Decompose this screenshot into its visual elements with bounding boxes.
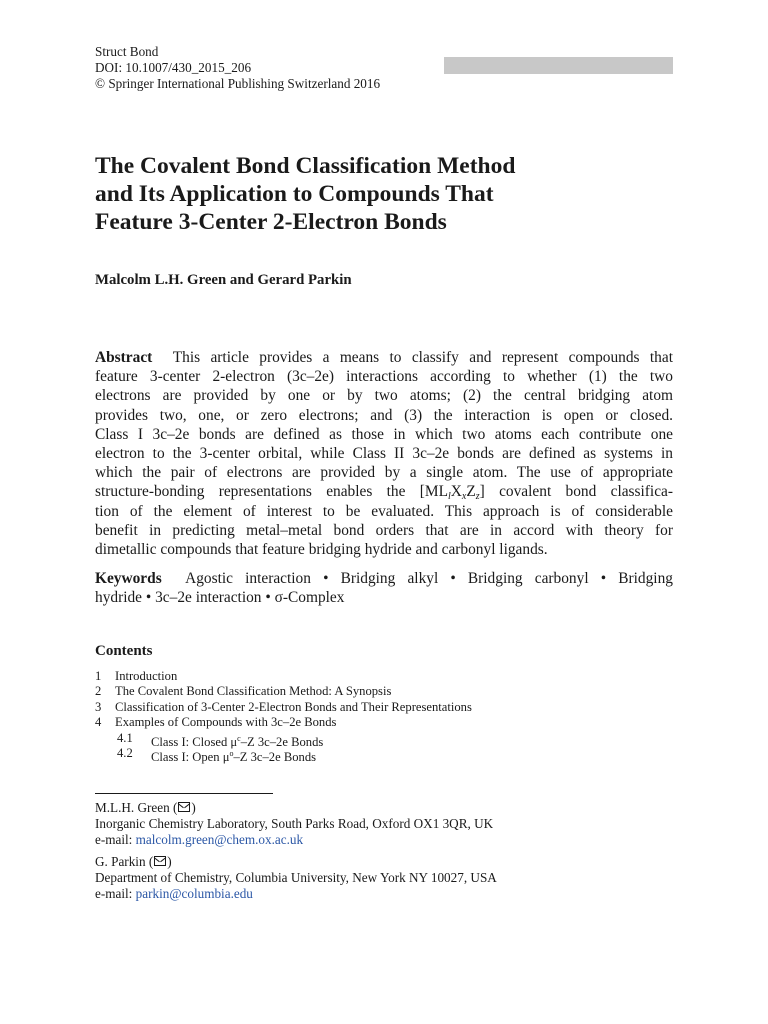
abstract-line: provides two, one, or zero electrons; and (3) the interaction is open or closed. [95, 406, 673, 424]
header-grey-bar [444, 57, 673, 74]
paper-title [95, 152, 685, 236]
contents-heading: Contents [95, 643, 153, 659]
envelope-icon [178, 802, 190, 812]
journal-header [95, 44, 380, 92]
abstract [95, 348, 673, 559]
abstract-line: tion of the element of interest to be evaluated. This approach is of considerable [95, 502, 673, 520]
title-line-3: Feature 3-Center 2-Electron Bonds [95, 209, 447, 235]
doi[interactable]: DOI: 10.1007/430_2015_206 [95, 60, 252, 75]
copyright: © Springer International Publishing Switzerland 2016 [95, 76, 381, 91]
abstract-line: dimetallic compounds that feature bridging hydride and carbonyl ligands. [95, 540, 548, 558]
email-link[interactable]: parkin@columbia.edu [135, 886, 253, 901]
title-line-2: and Its Application to Compounds That [95, 181, 494, 207]
author-address: Inorganic Chemistry Laboratory, South Parks Road, Oxford OX1 3QR, UK [95, 816, 494, 831]
author-address: Department of Chemistry, Columbia University, New York NY 10027, USA [95, 870, 497, 885]
email-link[interactable]: malcolm.green@chem.ox.ac.uk [135, 832, 304, 847]
keywords-label: Keywords [95, 570, 162, 587]
abstract-line: Class I 3c–2e bonds are defined as those in which two atoms each contribute one [95, 425, 673, 443]
abstract-line: structure-bonding representations enables the $[ML_lX_xZ_z]$ covalent bond classifica- [95, 483, 673, 503]
authors: Malcolm L.H. Green and Gerard Parkin [95, 272, 352, 288]
keywords [95, 569, 673, 607]
keywords-line: Keywords Agostic interaction • Bridging alkyl • Bridging carbonyl • Bridging [95, 570, 673, 587]
keywords-line: hydride • 3c–2e interaction • σ-Complex [95, 589, 345, 607]
journal-name: Struct Bond [95, 44, 159, 59]
title-line-1: The Covalent Bond Classification Method [95, 153, 516, 179]
author-name: M.L.H. Green ( ) [95, 800, 196, 815]
abstract-label: Abstract [95, 349, 153, 366]
paper-page: Struct Bond DOI: 10.1007/430_2015_206 © Springer International Publishing Switzerland 2016 The Covalent Bond Classification Method and Its Application to Compounds That Feature 3-Center 2-Electron Bonds Malcolm L.H. Green and Gerard Parkin Abstract This article provides a means to classify and represent compounds that feature 3-center 2-electron (3c–2e) interactions according to whether (1) the two electrons are provided by one or by two atoms; (2) the central bridging atom provides two, one, or zero electrons; and (3) the interaction is open or closed. Class I 3c–2e bonds are defined as those in which two atoms each contribute one electron to the 3-center orbital, while Class II 3c–2e bonds are defined as systems in which the pair of electrons are provided by a single atom. The use of appropriate structure-bonding representations enables the $[ML_lX_xZ_z]$ covalent bond classifica- tion of the element of interest to be evaluated. This approach is of considerable benefit in predicting metal–metal bond orders that are in accord with theory for dimetallic compounds that feature bridging hydride and carbonyl ligands. Keywords Agostic interaction • Bridging alkyl • Bridging carbonyl • Bridging hydride • 3c–2e interaction • σ-Complex Contents 1 Introduction 2 The Covalent Bond Classification Method: A Synopsis 3 Classification of 3-Center 2-Electron Bonds and Their Representations 4 Examples of Compounds with 3c–2e Bonds 4.1 Class I: Closed $\mu^c-Z$ 3c–2e Bonds 4.2 Class I: Open $\mu^o-Z$ 3c–2e Bonds M.L.H. Green ( ) Inorganic Chemistry Laboratory, South Parks Road, Oxford OX1 3QR, UK e-mail: malcolm.green@chem.ox.ac.uk G. Parkin ( ) Department of Chemistry, Columbia University, New York NY 10027, USA e-mail: parkin@columbia.edu [0, 0, 768, 1024]
abstract-line: which the pair of electrons are provided by a single atom. The use of appropriate [95, 464, 673, 482]
affiliation-parkin [95, 854, 497, 902]
author-email-row: e-mail: parkin@columbia.edu [95, 886, 253, 901]
footnote-rule [95, 793, 273, 794]
abstract-line: Abstract This article provides a means to classify and represent compounds that [95, 349, 673, 366]
author-name: G. Parkin ( ) [95, 854, 172, 869]
abstract-line: benefit in predicting metal–metal bond orders that are in accord with theory for [95, 521, 673, 539]
abstract-line: feature 3-center 2-electron (3c–2e) interactions according to whether (1) the two [95, 368, 673, 386]
abstract-line: electrons are provided by one or by two atoms; (2) the central bridging atom [95, 387, 673, 405]
abstract-line: electron to the 3-center orbital, while Class II 3c–2e bonds are defined as systems in [95, 444, 673, 462]
author-email-row: e-mail: malcolm.green@chem.ox.ac.uk [95, 832, 304, 847]
affiliation-green [95, 800, 493, 848]
envelope-icon [154, 856, 166, 866]
